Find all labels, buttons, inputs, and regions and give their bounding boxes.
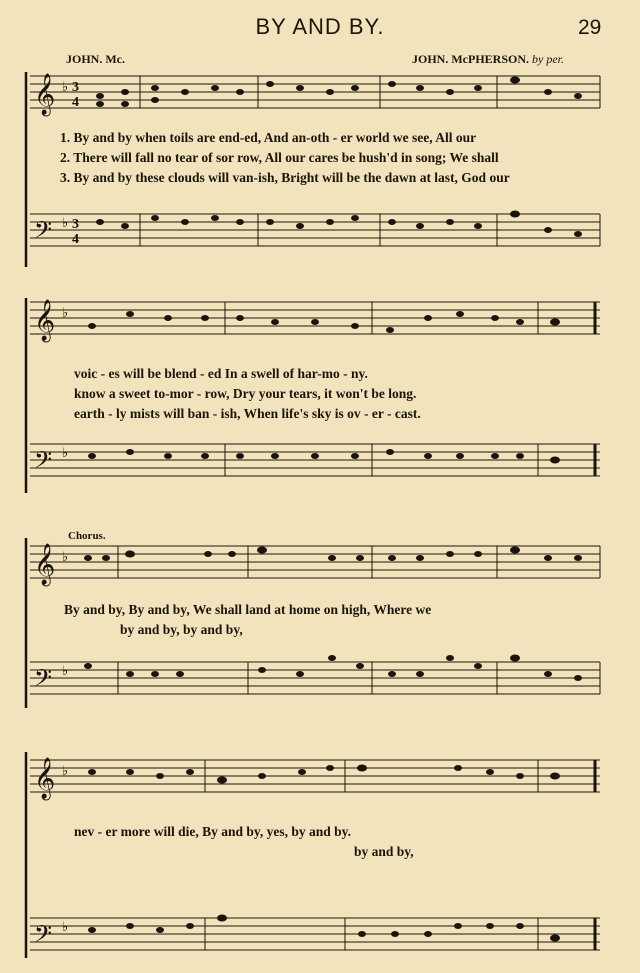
svg-text:𝄞: 𝄞 — [34, 758, 56, 799]
music-system-4 — [0, 738, 640, 963]
composer-left: JOHN. Mc. — [66, 52, 125, 66]
svg-text:♭: ♭ — [62, 79, 69, 94]
svg-text:♭: ♭ — [62, 663, 69, 678]
chorus-line-2-sub: by and by, — [354, 844, 414, 859]
svg-text:♭: ♭ — [62, 763, 69, 778]
verse-line-1-cont: voic - es will be blend - ed In a swell of har-mo - ny. — [74, 366, 368, 381]
svg-text:♭: ♭ — [62, 215, 69, 230]
music-system-3-chorus — [0, 526, 640, 716]
verse-line-3-cont: earth - ly mists will ban - ish, When life's sky is ov - er - cast. — [74, 406, 421, 421]
chorus-line-1-sub: by and by, by and by, — [120, 622, 243, 637]
page-number: 29 — [578, 16, 602, 39]
chorus-line-1: By and by, By and by, We shall land at home on high, Where we — [64, 602, 432, 617]
music-system-2 — [0, 288, 640, 498]
svg-text:♭: ♭ — [62, 919, 69, 934]
staff-graphic-3 — [0, 526, 640, 716]
svg-text:♭: ♭ — [62, 445, 69, 460]
svg-text:𝄢: 𝄢 — [34, 446, 53, 479]
svg-text:𝄢: 𝄢 — [34, 664, 53, 697]
chorus-label: Chorus. — [68, 530, 106, 542]
music-system-1 — [0, 62, 640, 272]
composer-right-name: JOHN. McPHERSON. — [412, 52, 529, 66]
svg-text:𝄢: 𝄢 — [34, 920, 53, 953]
svg-text:𝄞: 𝄞 — [34, 74, 56, 115]
svg-text:3: 3 — [72, 217, 79, 232]
svg-text:𝄢: 𝄢 — [34, 216, 53, 249]
verse-line-2-cont: know a sweet to-mor - row, Dry your tears, it won't be long. — [74, 386, 417, 401]
hymn-title: BY AND BY. — [255, 14, 385, 39]
svg-text:𝄞: 𝄞 — [34, 544, 56, 585]
chorus-line-2: nev - er more will die, By and by, yes, by and by. — [74, 824, 352, 839]
verse-line-2: 2. There will fall no tear of sor row, All our cares be hush'd in song; We shall — [60, 150, 499, 165]
composer-right-note: by per. — [532, 52, 564, 66]
svg-text:𝄞: 𝄞 — [34, 300, 56, 341]
svg-text:♭: ♭ — [62, 305, 69, 320]
svg-text:4: 4 — [72, 232, 79, 247]
verse-line-3: 3. By and by these clouds will van-ish, Bright will be the dawn at last, God our — [60, 170, 510, 185]
svg-text:♭: ♭ — [62, 549, 69, 564]
svg-text:3: 3 — [72, 80, 79, 95]
verse-line-1: 1. By and by when toils are end-ed, And an-oth - er world we see, All our — [60, 130, 477, 145]
staff-graphic-1 — [0, 62, 640, 272]
svg-text:4: 4 — [72, 95, 79, 110]
staff-graphic-4 — [0, 738, 640, 963]
